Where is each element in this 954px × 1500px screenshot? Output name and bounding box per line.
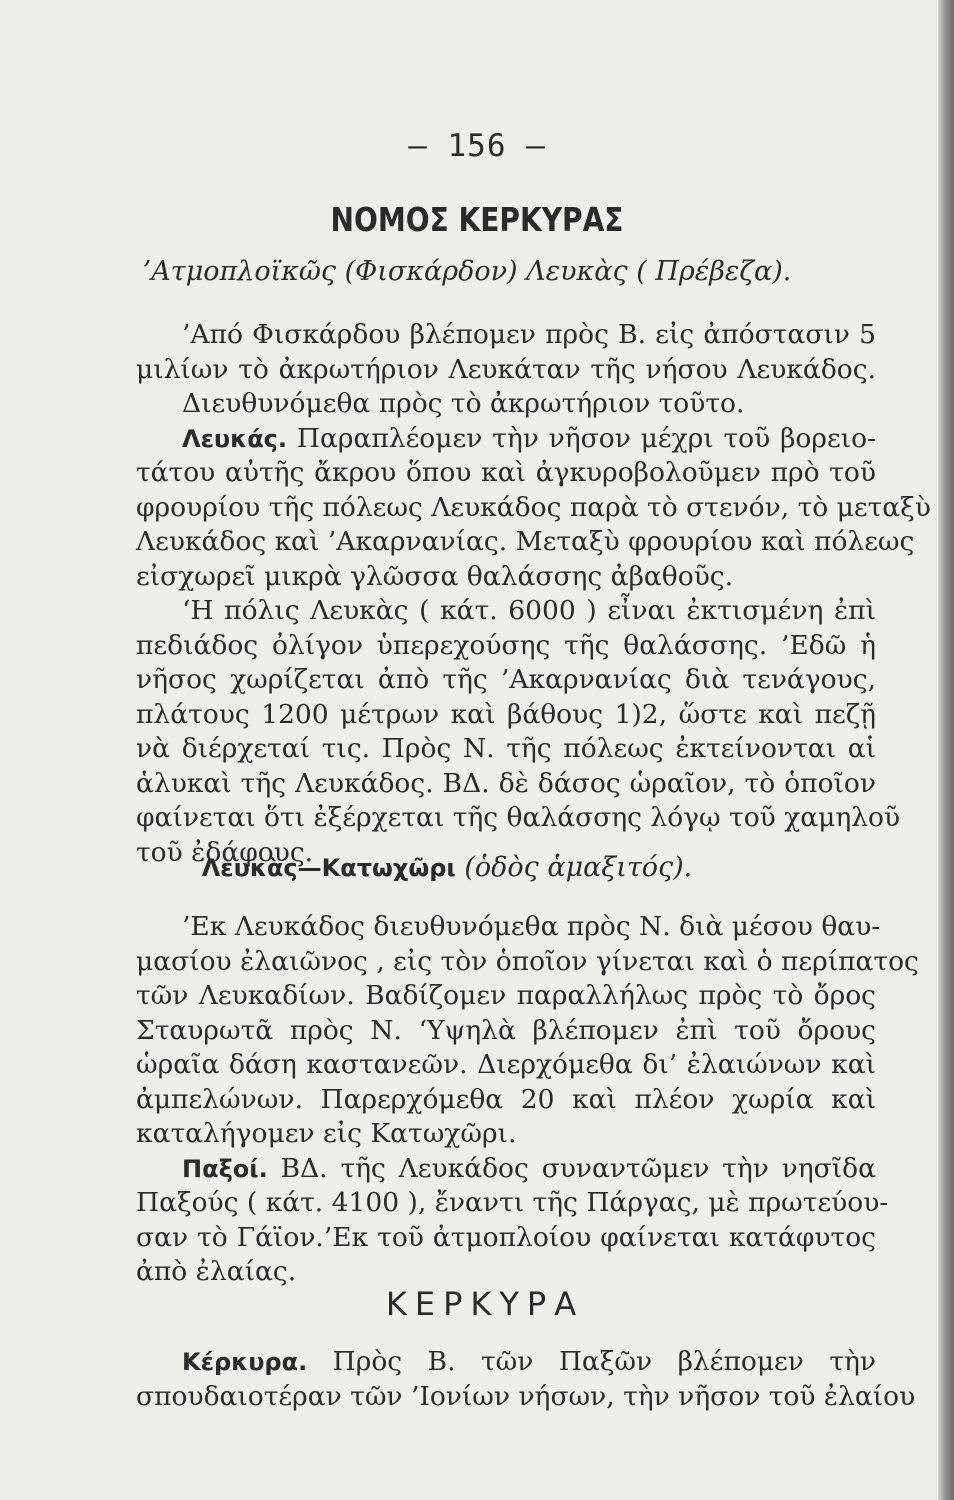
text-line: ἁλυκαὶ τῆς Λευκάδος. ΒΔ. δὲ δάσος ὡραῖον, τὸ ὁποῖον — [136, 767, 876, 799]
text-line: τάτου αὐτῆς ἄκρου ὅπου καὶ ἀγκυροβολοῦμεν πρὸ τοῦ — [136, 457, 876, 488]
section-lefkas — [136, 318, 931, 870]
route-road-name: Λευκὰς—Κατωχῶρι — [201, 854, 456, 882]
text-line: Λευκάδος καὶ ’Ακαρνανίας. Μεταξὺ φρουρίου καὶ πόλεως — [136, 526, 915, 557]
text-line: τῶν Λευκαδίων. Βαδίζομεν παραλλήλως πρὸς τὸ ὄρος — [136, 980, 876, 1011]
text-line: ’Εκ Λευκάδος διευθυνόμεθα πρὸς Ν. διὰ μέσου θαυ- — [182, 911, 881, 942]
text-line-with-lead — [136, 1345, 876, 1380]
text-line: Σταυρωτᾶ πρὸς Ν. ‘Υψηλὰ βλέπομεν ἐπὶ τοῦ ὄρους — [136, 1014, 876, 1046]
text-line-rest: Παραπλέομεν τὴν νῆσον μέχρι τοῦ βορειο- — [296, 422, 876, 454]
text-line: ’Από Φισκάρδου βλέπομεν πρὸς Β. εἰς ἀπόστασιν 5 — [182, 319, 876, 350]
route-road-type: (ὁδὸς ἁμαξιτός). — [455, 852, 693, 883]
page-binding-edge — [938, 0, 954, 1500]
section-katochori-paxoi — [136, 910, 919, 1290]
text-line: μιλίων τὸ ἀκρωτήριον Λευκάταν τῆς νήσου Λευκάδος. — [136, 353, 876, 385]
text-line: νὰ διέρχεταί τις. Πρὸς Ν. τῆς πόλεως ἐκτείνονται αἱ — [136, 733, 876, 764]
text-line-rest: ΒΔ. τῆς Λευκάδος συναντῶμεν τὴν νησῖδα — [280, 1152, 876, 1184]
text-line: ‘Η πόλις Λευκὰς ( κάτ. 6000 ) εἶναι ἐκτισμένη ἐπὶ — [182, 595, 876, 626]
lead-term-lefkas: Λευκάς. — [182, 424, 288, 453]
route-heading-steamship: ’Ατμοπλοϊκῶς (Φισκάρδον) Λευκὰς ( Πρέβεζα). — [142, 256, 792, 287]
text-line: σπουδαιοτέραν τῶν ’Ιονίων νήσων, τὴν νῆσον τοῦ ἐλαίου — [136, 1380, 916, 1412]
text-line: μασίου ἐλαιῶνος , εἰς τὸν ὁποῖον γίνεται καὶ ὁ περίπατος — [136, 945, 919, 977]
text-line: καταλήγομεν εἰς Κατωχῶρι. — [136, 1118, 517, 1149]
text-line-rest: Πρὸς Β. τῶν Παξῶν βλέπομεν τὴν — [332, 1346, 876, 1377]
text-line: νῆσος χωρίζεται ἀπὸ τῆς ’Ακαρνανίας διὰ τενάγους, — [136, 664, 876, 695]
text-line: Παξούς ( κάτ. 4100 ), ἔναντι τῆς Πάργας, μὲ πρωτεύου- — [136, 1187, 889, 1218]
text-line-with-lead — [136, 422, 876, 457]
page-number: — 156 — — [408, 128, 546, 164]
text-line: πλάτους 1200 μέτρων καὶ βάθους 1)2, ὥστε καὶ πεζῇ — [136, 698, 876, 730]
text-line: φρουρίου τῆς πόλεως Λευκάδος παρὰ τὸ στενόν, τὸ μεταξὺ — [136, 491, 931, 523]
text-line: ἀμπελώνων. Παρερχόμεθα 20 καὶ πλέον χωρία καὶ — [136, 1083, 876, 1115]
text-line: Διευθυνόμεθα πρὸς τὸ ἀκρωτήριον τοῦτο. — [182, 388, 745, 419]
heading-nomos-kerkyras: ΝΟΜΟΣ ΚΕΡΚΥΡΑΣ — [330, 200, 624, 239]
text-line: σαν τὸ Γάϊον.’Εκ τοῦ ἀτμοπλοίου φαίνεται κατάφυτος — [136, 1221, 876, 1253]
text-line-with-lead — [136, 1152, 876, 1187]
lead-term-kerkyra: Κέρκυρα. — [182, 1348, 308, 1376]
text-line: πεδιάδος ὀλίγον ὑπερεχούσης τῆς θαλάσσης. ’Εδῶ ἡ — [136, 629, 876, 661]
heading-kerkyra: ΚΕΡΚΥΡΑ — [385, 1285, 585, 1323]
text-line: φαίνεται ὅτι ἐξέρχεται τῆς θαλάσσης λόγῳ τοῦ χαμηλοῦ — [136, 802, 901, 833]
route-heading-road — [0, 852, 924, 883]
lead-term-paxoi: Παξοί. — [182, 1154, 268, 1183]
text-line: ὡραῖα δάση καστανεῶν. Διερχόμεθα δι’ ἐλαιώνων καὶ — [136, 1049, 876, 1080]
section-kerkyra — [136, 1345, 916, 1414]
text-line: τοῦ ἐδάφους. — [136, 836, 314, 868]
text-line: ἀπὸ ἐλαίας. — [136, 1256, 297, 1287]
text-line: εἰσχωρεῖ μικρὰ γλῶσσα θαλάσσης ἀβαθοῦς. — [136, 560, 734, 592]
